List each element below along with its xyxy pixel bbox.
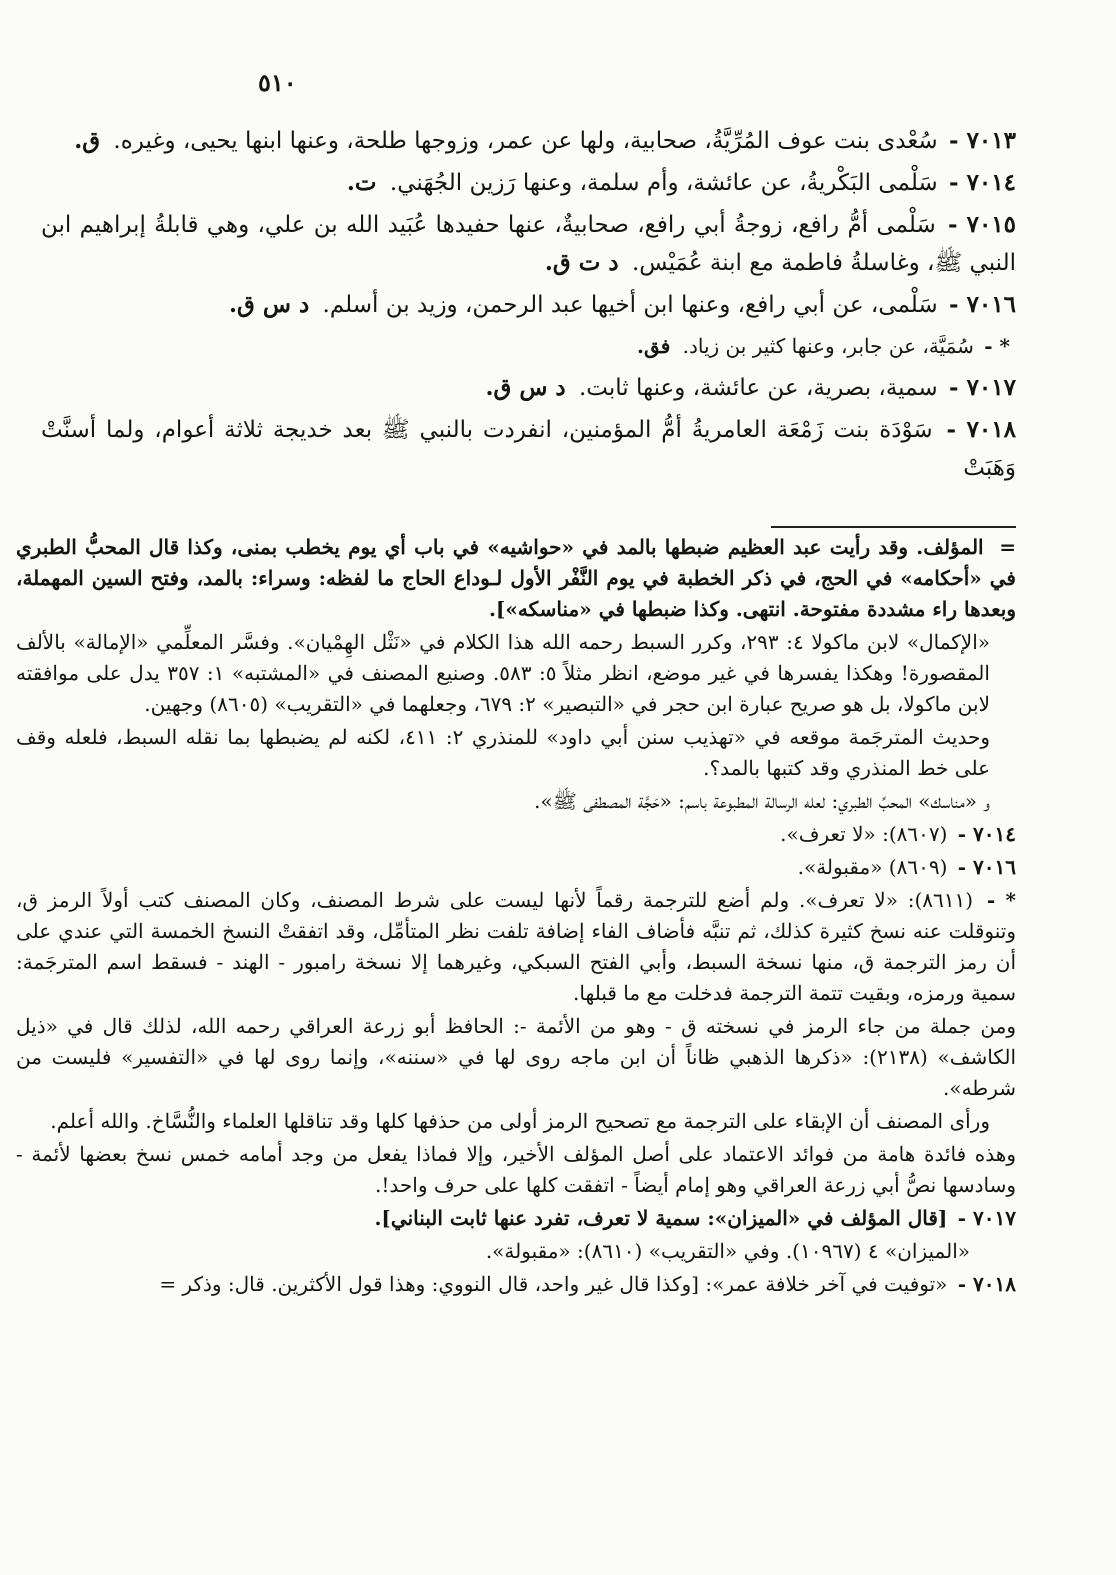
entry-text: سُعْدى بنت عوف المُرِّيَّةُ، صحابية، ولها عن عمر، وزوجها طلحة، وعنها ابنها يحيى، وغيره. xyxy=(113,128,938,154)
entry-7015 xyxy=(41,206,1016,282)
entry-text: سَلْمى البَكْريةُ، عن عائشة، وأم سلمة، وعنها رَزين الجُهَني. xyxy=(389,170,938,196)
footnote-paragraph xyxy=(16,722,1016,784)
footnote-text: (٨٦٠٧): «لا تعرف». xyxy=(780,822,948,846)
footnote-text: «الإكمال» لابن ماكولا ٤: ٢٩٣، وكرر السبط رحمه الله هذا الكلام في «نَثْل الهِمْيان». وفسَّر المعلِّمي «الإمالة» بالألف المقصورة! وهكذا يفسرها في غير موضع، انظر مثلاً ٥: ٥٨٣. وصنيع المصنف في «المشتبه» ١: ٣٥٧ يدل على موافقته لابن ماكولا، بل هو صريح عبارة ابن حجر في «التبصير» ٢: ٦٧٩، وجعلهما في «التقريب» (٨٦٠٥) وجهين. xyxy=(16,630,990,716)
footnote-text: ورأى المصنف أن الإبقاء على الترجمة مع تصحيح الرمز أولى من حذفها كلها وقد تناقلها العلماء والنُّسَّاخ. والله أعلم. xyxy=(50,1109,990,1133)
footnote-paragraph xyxy=(16,1139,1016,1201)
footnote-text: «الميزان» ٤ (١٠٩٦٧). وفي «التقريب» (٨٦١٠): «مقبولة». xyxy=(485,1239,970,1263)
page-number: ٥١٠ xyxy=(258,68,297,97)
entry-number: ٧٠١٨ - xyxy=(946,416,1016,443)
footnote-paragraph xyxy=(16,1011,1016,1104)
entry-symbol: د س ق. xyxy=(485,374,566,401)
entry-number: ٧٠١٣ - xyxy=(949,127,1016,154)
footnote-paragraph xyxy=(16,627,1016,720)
footnote-text: [قال المؤلف في «الميزان»: سمية لا تعرف، تفرد عنها ثابت البناني]. xyxy=(374,1206,948,1230)
continuation-mark: = xyxy=(999,535,1016,559)
footnote-number: ٧٠١٦ - xyxy=(957,855,1016,879)
entry-7013 xyxy=(41,122,1016,160)
entry-number: ٧٠١٥ - xyxy=(948,211,1017,238)
entry-symbol: د ت ق. xyxy=(544,249,619,276)
footnote-number: ٧٠١٨ - xyxy=(957,1272,1016,1296)
entry-number: ٧٠١٤ - xyxy=(949,169,1016,196)
entry-number: ٧٠١٧ - xyxy=(949,374,1016,401)
entry-text: سَوْدَة بنت زَمْعَة العامريةُ أمُّ المؤمنين، انفردت بالنبي ﷺ بعد خديجة ثلاثة أعوام، ولما أسنَّتْ وَهَبَتْ xyxy=(41,417,1016,481)
footnote-text: و «مناسك» المحبِّ الطبري: لعله الرسالة المطبوعة باسم: «حَجَّة المصطفى ﷺ». xyxy=(534,789,990,813)
footnote-star xyxy=(16,885,1016,1009)
footnote-text: وهذه فائدة هامة من فوائد الاعتماد على أصل المؤلف الأخير، وإلا فماذا يفعل من وجد أمامه خمس نسخ بعضها لأئمة - وسادسها نصُّ أبي زرعة العراقي وهو إمام أيضاً - اتفقت كلها على حرف واحد!. xyxy=(16,1142,1016,1197)
footnote-text: المؤلف. وقد رأيت عبد العظيم ضبطها بالمد في «حواشيه» في باب أي يوم يخطب بمنى، وكذا قال المحبُّ الطبري في «أحكامه» في الحج، في ذكر الخطبة في يوم النَّفْر الأول لـوداع الحاج ما لفظه: وسراء: بالمد، وفتح السين المهملة، وبعدها راء مشددة مفتوحة. انتهى. وكذا ضبطها في «مناسكه»]. xyxy=(16,535,1016,621)
footnote-7014 xyxy=(16,819,1016,850)
footnote-text: «توفيت في آخر خلافة عمر»: [وكذا قال غير واحد، قال النووي: وهذا قول الأكثرين. قال: وذكر = xyxy=(159,1272,948,1296)
footnote-text: (٨٦١١): «لا تعرف». ولم أضع للترجمة رقماً لأنها ليست على شرط المصنف، وكان المصنف كتب أولاً الرمز ق، وتنوقلت عنه نسخ كثيرة كذلك، ثم تنبَّه فأضاف الفاء إضافة تلفت نظر المتأمِّل، وقد اتفقتْ النسخ الخمسة التي عندي على أن رمز الترجمة ق، منها نسخة السبط، وأبي الفتح السبكي، وغيرهما إلا نسخة رامبور - الهند - فسقط اسم المترجَمة: سمية ورمزه، وبقيت تتمة الترجمة فدخلت مع ما قبلها. xyxy=(16,888,1016,1005)
footnote-paragraph xyxy=(16,1236,1016,1267)
entry-number: * - xyxy=(984,334,1010,358)
entry-number: ٧٠١٦ - xyxy=(949,291,1016,318)
footnote-text: (٨٦٠٩) «مقبولة». xyxy=(797,855,948,879)
footnote-separator xyxy=(771,526,1016,528)
footnote-7018 xyxy=(16,1269,1016,1300)
footnote-number: ٧٠١٤ - xyxy=(957,822,1016,846)
footnote-number: ٧٠١٧ - xyxy=(957,1206,1016,1230)
footnotes xyxy=(16,532,1016,1302)
entry-7016 xyxy=(41,286,1016,324)
footnote-7016 xyxy=(16,852,1016,883)
footnote-paragraph xyxy=(16,786,1016,817)
entry-symbol: ت. xyxy=(346,169,377,196)
footnote-number: * - xyxy=(986,888,1017,912)
main-entries xyxy=(41,122,1016,491)
footnote-text: وحديث المترجَمة موقعه في «تهذيب سنن أبي داود» للمنذري ٢: ٤١١، لكنه لم يضبطها بما نقله السبط، فلعله وقف على خط المنذري وقد كتبها بالمد؟. xyxy=(16,725,990,780)
entry-7018 xyxy=(41,411,1016,487)
entry-text: سَلْمى، عن أبي رافع، وعنها ابن أخيها عبد الرحمن، وزيد بن أسلم. xyxy=(322,292,938,318)
entry-symbol: فق. xyxy=(637,334,671,358)
entry-symbol: ق. xyxy=(74,127,101,154)
footnote-paragraph xyxy=(16,1106,1016,1137)
footnote-continuation xyxy=(16,532,1016,625)
entry-text: سَلْمى أمُّ رافع، زوجةُ أبي رافع، صحابيةٌ، عنها حفيدها عُبَيد الله بن علي، وهي قابلةُ إبراهيم ابن النبي ﷺ، وغاسلةُ فاطمة مع ابنة عُمَيْس. xyxy=(41,212,1016,276)
entry-text: سُمَيَّة، عن جابر، وعنها كثير بن زياد. xyxy=(682,334,974,358)
footnote-7017 xyxy=(16,1203,1016,1234)
entry-7017 xyxy=(41,369,1016,407)
entry-7014 xyxy=(41,164,1016,202)
entry-symbol: د س ق. xyxy=(229,291,310,318)
entry-text: سمية، بصرية، عن عائشة، وعنها ثابت. xyxy=(578,375,938,401)
footnote-text: ومن جملة من جاء الرمز في نسخته ق - وهو من الأئمة -: الحافظ أبو زرعة العراقي رحمه الله، لذلك قال في «ذيل الكاشف» (٢١٣٨): «ذكرها الذهبي ظاناً أن ابن ماجه روى لها في «سننه»، وإنما روى لها في «التفسير» فليست من شرطه». xyxy=(16,1014,1016,1100)
entry-star xyxy=(41,328,1016,365)
